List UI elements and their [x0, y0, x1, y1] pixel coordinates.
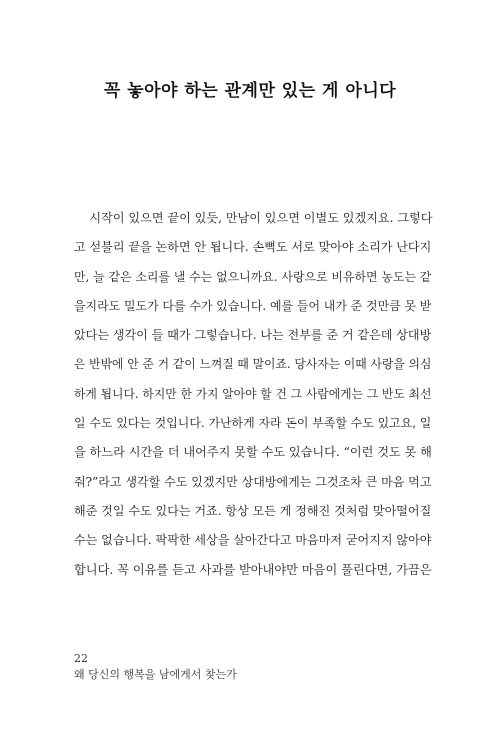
body-line: 만, 늘 같은 소리를 낼 수는 없으니까요. 사랑으로 비유하면 농도는 같 — [74, 269, 432, 284]
body-line: 았다는 생각이 들 때가 그렇습니다. 나는 전부를 준 거 같은데 상대방 — [74, 328, 432, 343]
body-line: 을지라도 밀도가 다를 수가 있습니다. 예를 들어 내가 준 것만큼 못 받 — [74, 298, 432, 313]
body-line: 을 하느라 시간을 더 내어주지 못할 수도 있습니다. “이런 것도 못 해 — [74, 445, 432, 460]
body-line: 고 섣불리 끝을 논하면 안 됩니다. 손뼉도 서로 맞아야 소리가 난다지 — [74, 240, 432, 255]
page-footer — [74, 651, 237, 683]
page-number: 22 — [74, 652, 88, 665]
body-line: 일 수도 있다는 것입니다. 가난하게 자라 돈이 부족할 수도 있고요, 일 — [74, 416, 432, 431]
body-line: 은 반밖에 안 준 거 같이 느껴질 때 말이죠. 당사자는 이때 사랑을 의심 — [74, 357, 432, 372]
body-line: 합니다. 꼭 이유를 듣고 사과를 받아내야만 마음이 풀린다면, 가끔은 — [74, 562, 432, 577]
body-line: 해준 것일 수도 있다는 거죠. 항상 모든 게 정해진 것처럼 맞아떨어질 — [74, 503, 432, 518]
chapter-title: 꼭 놓아야 하는 관계만 있는 게 아니다 — [103, 81, 397, 101]
body-text — [74, 207, 432, 588]
body-line: 수는 없습니다. 팍팍한 세상을 살아간다고 마음마저 굳어지지 않아야 — [74, 533, 432, 548]
body-line: 줘?”라고 생각할 수도 있겠지만 상대방에게는 그것조차 큰 마음 먹고 — [74, 474, 432, 489]
body-line: 하게 됩니다. 하지만 한 가지 알아야 할 건 그 사람에게는 그 반도 최선 — [74, 386, 432, 401]
body-line: 시작이 있으면 끝이 있듯, 만남이 있으면 이별도 있겠지요. 그렇다 — [74, 211, 433, 225]
running-book-title: 왜 당신의 행복을 남에게서 찾는가 — [74, 668, 237, 681]
